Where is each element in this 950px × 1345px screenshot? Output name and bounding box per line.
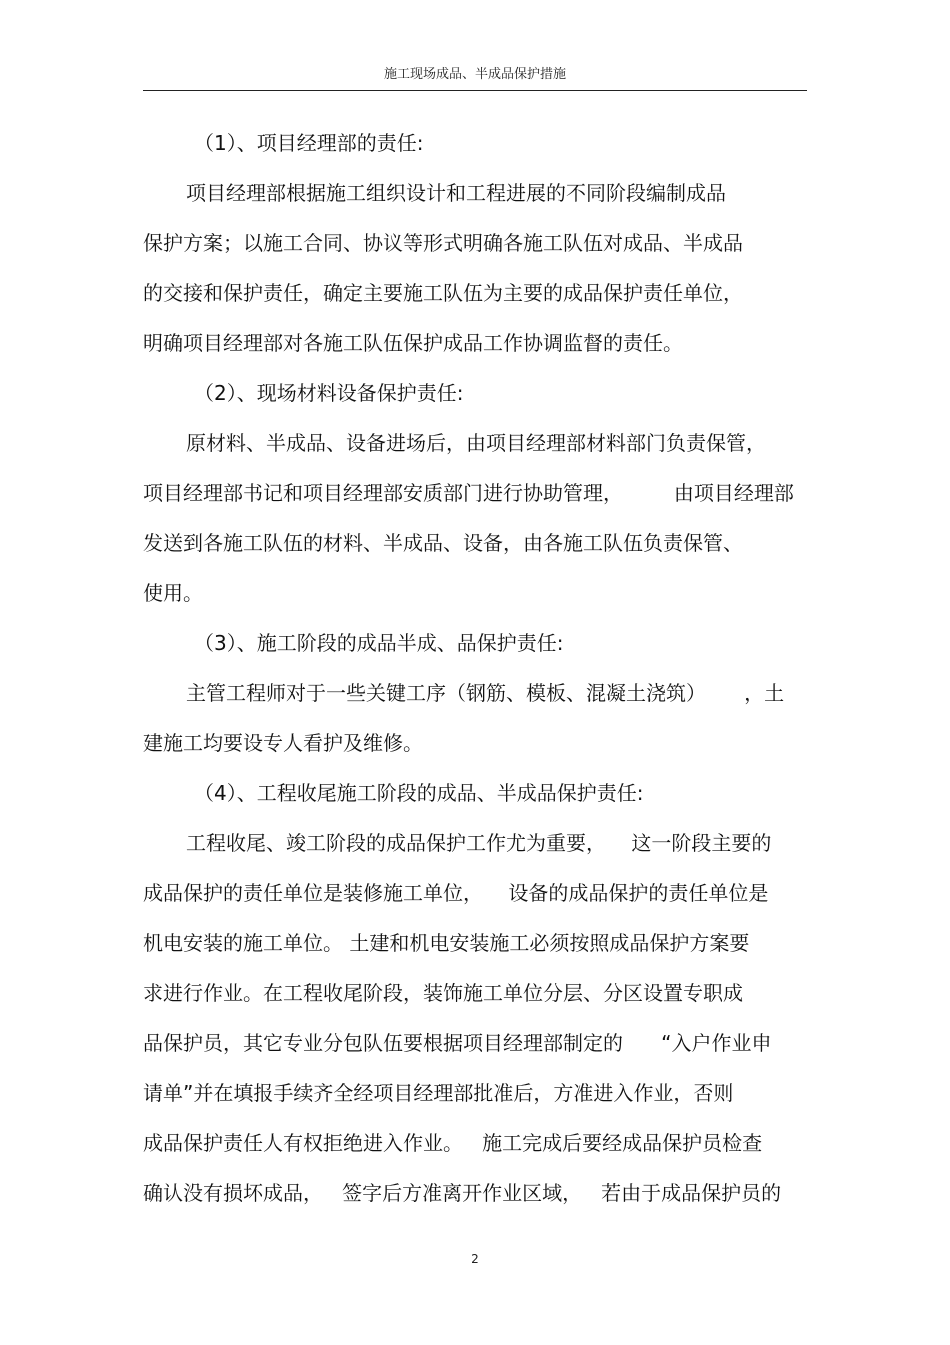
paragraph-line: 的交接和保护责任，确定主要施工队伍为主要的成品保护责任单位，: [143, 281, 743, 305]
section-heading-1: （1）、项目经理部的责任:: [194, 131, 424, 155]
paragraph-line: 工程收尾、竣工阶段的成品保护工作尤为重要， 这一阶段主要的: [186, 831, 772, 855]
paragraph-line: 成品保护的责任单位是装修施工单位， 设备的成品保护的责任单位是: [143, 881, 769, 905]
paragraph-line: 建施工均要设专人看护及维修。: [143, 731, 423, 755]
paragraph-line: 明确项目经理部对各施工队伍保护成品工作协调监督的责任。: [143, 331, 683, 355]
paragraph-line: 请单”并在填报手续齐全经项目经理部批准后，方准进入作业，否则: [143, 1081, 734, 1105]
paragraph-line: 求进行作业。在工程收尾阶段，装饰施工单位分层、分区设置专职成: [143, 981, 743, 1005]
section-heading-3: （3）、施工阶段的成品半成、品保护责任:: [194, 631, 564, 655]
paragraph-line: 品保护员，其它专业分包队伍要根据项目经理部制定的 “入户作业申: [143, 1031, 772, 1055]
paragraph-line: 保护方案；以施工合同、协议等形式明确各施工队伍对成品、半成品: [143, 231, 743, 255]
header-divider: [143, 90, 807, 91]
page-number: 2: [471, 1252, 479, 1266]
paragraph-line: 确认没有损坏成品， 签字后方准离开作业区域， 若由于成品保护员的: [143, 1181, 782, 1205]
paragraph-line: 项目经理部根据施工组织设计和工程进展的不同阶段编制成品: [186, 181, 726, 205]
running-header: 施工现场成品、半成品保护措施: [383, 67, 566, 82]
paragraph-line: 主管工程师对于一些关键工序（钢筋、模板、混凝土浇筑） ，土: [186, 681, 785, 705]
paragraph-line: 原材料、半成品、设备进场后，由项目经理部材料部门负责保管，: [186, 431, 766, 455]
paragraph-line: 成品保护责任人有权拒绝进入作业。 施工完成后要经成品保护员检查: [143, 1131, 763, 1155]
paragraph-line: 项目经理部书记和项目经理部安质部门进行协助管理， 由项目经理部: [143, 481, 794, 505]
paragraph-line: 发送到各施工队伍的材料、半成品、设备，由各施工队伍负责保管、: [143, 531, 743, 555]
section-heading-4: （4）、工程收尾施工阶段的成品、半成品保护责任:: [194, 781, 644, 805]
paragraph-line: 使用。: [143, 581, 203, 605]
paragraph-line: 机电安装的施工单位。 土建和机电安装施工必须按照成品保护方案要: [143, 931, 750, 955]
section-heading-2: （2）、现场材料设备保护责任:: [194, 381, 464, 405]
